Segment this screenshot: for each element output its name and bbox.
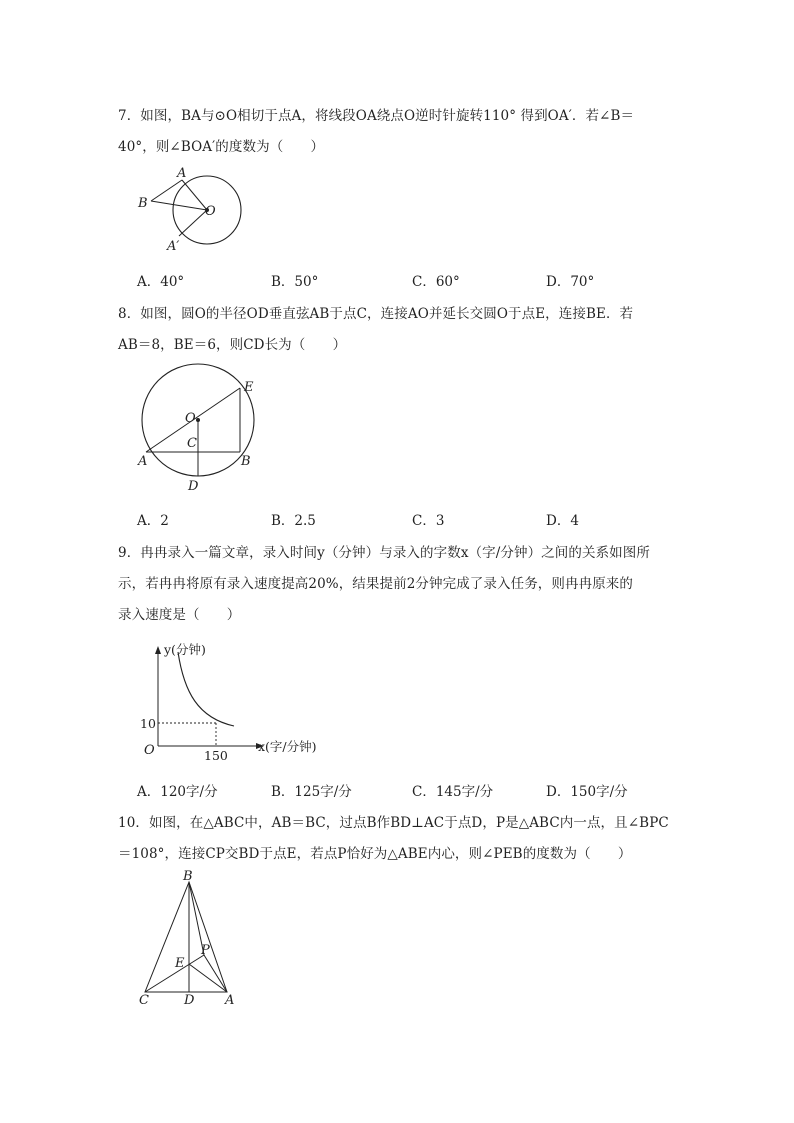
q8-label-A: A xyxy=(138,454,148,469)
q7-option-c: C．60° xyxy=(412,274,460,290)
q9-option-d: D．150字/分 xyxy=(546,784,628,800)
q9-ylabel: y(分钟) xyxy=(164,642,206,657)
q10-label-A: A xyxy=(225,993,235,1008)
q9-xtick-150: 150 xyxy=(204,748,228,763)
q7-figure xyxy=(135,160,255,255)
q9-option-c: C．145字/分 xyxy=(412,784,494,800)
q9-stem-line2: 示，若冉冉将原有录入速度提高20%，结果提前2分钟完成了录入任务，则冉冉原来的 xyxy=(118,576,633,592)
q10-label-P: P xyxy=(201,943,210,958)
q8-option-c: C．3 xyxy=(412,513,445,529)
q10-label-B: B xyxy=(183,869,193,884)
q10-stem-line2: ＝108°，连接CP交BD于点E，若点P恰好为△ABE内心，则∠PEB的度数为（ ） xyxy=(118,846,632,862)
q7-label-B: B xyxy=(138,196,148,211)
q8-option-a: A．2 xyxy=(137,513,169,529)
q8-option-b: B．2.5 xyxy=(271,513,316,529)
q9-stem-line3: 录入速度是（ ） xyxy=(118,607,241,623)
q10-stem-line1: 10．如图，在△ABC中，AB＝BC，过点B作BD⊥AC于点D，P是△ABC内一点，且∠BPC xyxy=(118,815,669,831)
q9-figure xyxy=(140,640,340,765)
q10-figure xyxy=(133,866,253,1006)
q7-option-a: A．40° xyxy=(137,274,185,290)
q7-stem-line1: 7．如图，BA与⊙O相切于点A，将线段OA绕点O逆时针旋转110° 得到OA′．若∠B＝ xyxy=(118,108,635,124)
q8-stem-line2: AB＝8，BE＝6，则CD长为（ ） xyxy=(118,337,347,353)
q10-label-E: E xyxy=(175,956,185,971)
q9-xlabel: x(字/分钟) xyxy=(258,739,317,754)
q9-origin-label: O xyxy=(144,743,155,758)
q10-label-D: D xyxy=(184,993,195,1008)
q9-stem-line1: 9．冉冉录入一篇文章，录入时间y（分钟）与录入的字数x（字/分钟）之间的关系如图所 xyxy=(118,545,650,561)
q8-figure xyxy=(135,358,275,493)
q8-label-D: D xyxy=(188,479,199,494)
q9-option-b: B．125字/分 xyxy=(271,784,352,800)
q8-stem-line1: 8．如图，圆O的半径OD垂直弦AB于点C，连接AO并延长交圆O于点E，连接BE．若 xyxy=(118,306,634,322)
q8-label-C: C xyxy=(187,436,197,451)
q10-label-C: C xyxy=(139,993,149,1008)
q7-label-A2: A′ xyxy=(167,239,180,254)
q8-label-O: O xyxy=(185,411,196,426)
q7-label-O: O xyxy=(205,204,216,219)
q8-label-B: B xyxy=(241,454,251,469)
q8-label-E: E xyxy=(244,380,254,395)
q7-option-d: D．70° xyxy=(546,274,595,290)
q7-option-b: B．50° xyxy=(271,274,319,290)
q7-label-A: A xyxy=(177,166,187,181)
q9-ytick-10: 10 xyxy=(140,716,156,731)
q9-option-a: A．120字/分 xyxy=(137,784,218,800)
q8-option-d: D．4 xyxy=(546,513,579,529)
q7-stem-line2: 40°，则∠BOA′的度数为（ ） xyxy=(118,139,325,155)
